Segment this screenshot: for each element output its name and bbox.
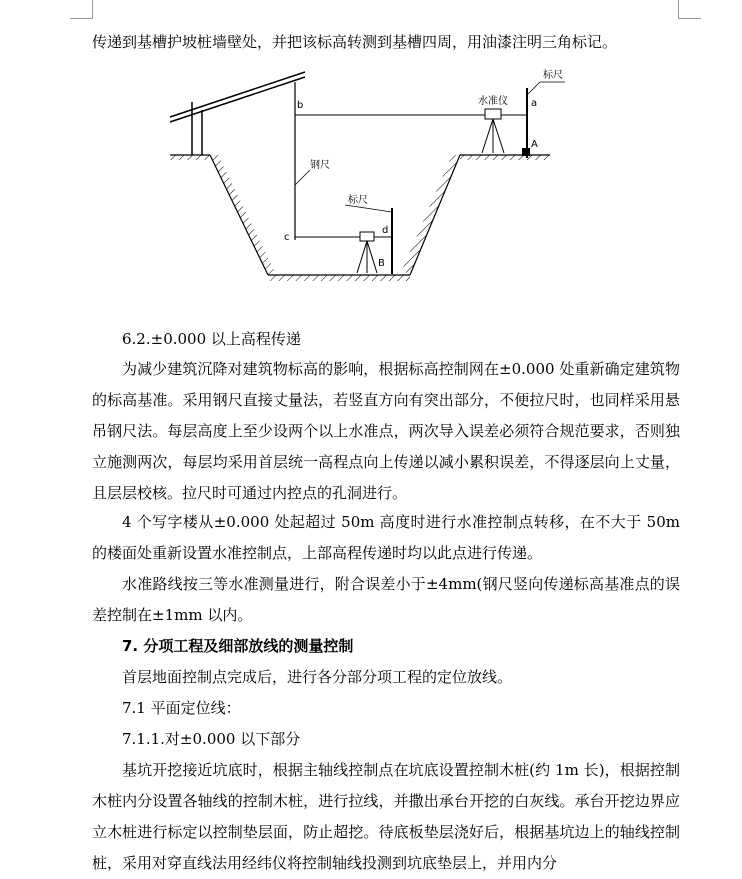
section-7-1-title: 7.1 平面定位线： <box>122 699 241 717</box>
label-b: b <box>297 100 304 111</box>
label-B: B <box>378 258 385 269</box>
label-d: d <box>382 225 389 236</box>
section-6-2-title: 6.2.±0.000 以上高程传递 <box>122 330 301 348</box>
paragraph-7-1: 首层地面控制点完成后，进行各分部分项工程的定位放线。 <box>122 668 513 686</box>
section-7-title: 7. 分项工程及细部放线的测量控制 <box>122 637 354 655</box>
paragraph-6-2-3: 水准路线按三等水准测量进行，附合误差小于±4mm(钢尺竖向传递标高基准点的误差控制在±1mm 以内。 <box>92 575 680 624</box>
paragraph-7-1-1: 基坑开挖接近坑底时，根据主轴线控制点在坑底设置控制木桩(约 1m 长)，根据控制木桩内分设置各轴线的控制木桩，进行拉线，并撒出承台开挖的白灰线。承台开挖边界应立木桩进行标定以控制垫层面，防止超挖。待底板垫层浇好后，根据基坑边上的轴线控制桩，采用对穿直线法用经纬仪将控制轴线投测到坑底垫层上，并用内分 <box>92 761 680 872</box>
paragraph-6-2-1: 为减少建筑沉降对建筑物标高的影响，根据标高控制网在±0.000 处重新确定建筑物的标高基准。采用钢尺直接丈量法，若竖直方向有突出部分，不便拉尺时，也同样采用悬吊钢尺法。每层高度上至少设两个以上水准点，两次导入误差必须符合规范要求，否则独立施测两次，每层均采用首层统一高程点向上传递以减小累积误差，不得逐层向上丈量，且层层校核。拉尺时可通过内控点的孔洞进行。 <box>92 360 680 502</box>
label-a: a <box>531 98 538 109</box>
elevation-transfer-diagram <box>160 60 580 290</box>
crop-mark-right-vertical <box>678 0 679 18</box>
label-steel-tape: 钢尺 <box>310 160 330 171</box>
label-A: A <box>531 139 538 150</box>
tape-support-stand <box>170 72 305 155</box>
pit-outline <box>170 155 550 275</box>
crop-mark-left-horizontal <box>70 18 93 19</box>
label-staff-top: 标尺 <box>543 70 563 81</box>
label-c: c <box>284 232 290 243</box>
paragraph-6-2-2: 4 个写字楼从±0.000 处起超过 50m 高度时进行水准控制点转移，在不大于 50m 的楼面处重新设置水准控制点，上部高程传递时均以此点进行传递。 <box>92 513 680 562</box>
staff-bottom-leader <box>345 205 392 212</box>
section-7-1-1-title: 7.1.1.对±0.000 以下部分 <box>122 730 301 748</box>
level-instrument-bottom <box>357 232 377 273</box>
label-level-top: 水准仪 <box>478 96 508 107</box>
intro-line: 传递到基槽护坡桩墙壁处，并把该标高转测到基槽四周，用油漆注明三角标记。 <box>92 33 618 51</box>
staff-top-leader <box>527 82 540 95</box>
level-instrument-top <box>482 109 504 153</box>
label-staff-bottom: 标尺 <box>348 195 368 206</box>
steel-tape-leader <box>295 170 310 185</box>
crop-mark-right-horizontal <box>678 18 701 19</box>
benchmark-A <box>522 148 530 156</box>
crop-mark-left-vertical <box>92 0 93 18</box>
